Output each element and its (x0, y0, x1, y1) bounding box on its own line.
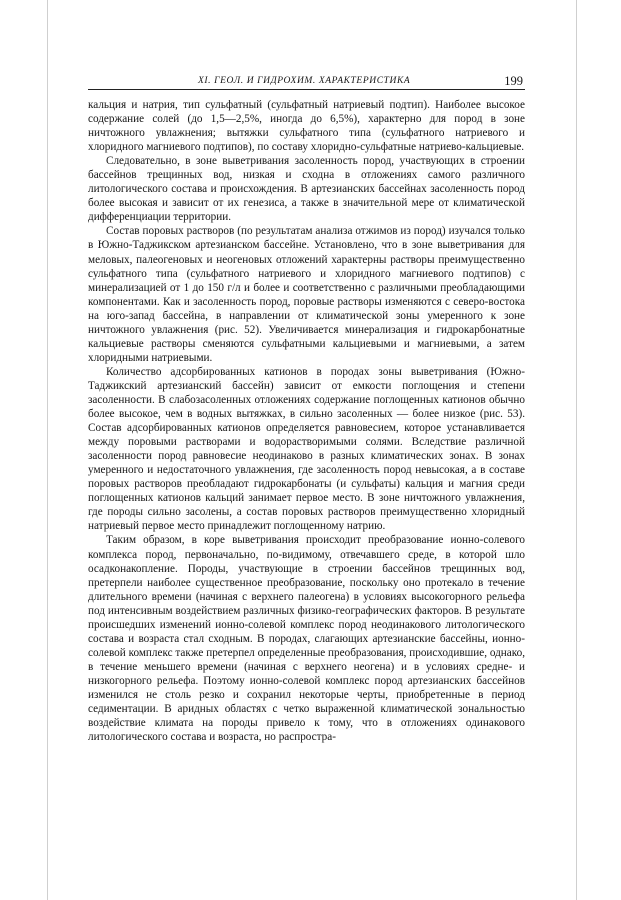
header-rule (88, 89, 525, 90)
scan-fold-line-left (47, 0, 48, 900)
paragraph-continued: кальция и натрия, тип сульфатный (сульфатный натриевый подтип). Наиболее высокое содержание солей (до 1,5—2,5%, иногда до 6,5%), характерно для пород в зоне ничтожного увлажнения; вытяжки сульфатного типа (сульфатного натриевого и хлоридного магниевого подтипов), по составу хлоридно-сульфатные натриево-кальциевые. (88, 99, 525, 154)
scan-fold-line-right (576, 0, 577, 900)
paragraph: Состав поровых растворов (по результатам анализа отжимов из пород) изучался только в Южно-Таджикском артезианском бассейне. Установлено, что в зоне выветривания для меловых, палеогеновых и неогеновых отложений характерны растворы преимущественно сульфатного типа (сульфатного натриевого и хлоридного магниевого подтипов) с минерализацией от 1 до 150 г/л и более и соответственно с различными преобладающими компонентами. Как и засоленность пород, поровые растворы изменяются с северо-востока на юго-запад бассейна, в направлении от климатической зоны умеренного к зоне ничтожного увлажнения (рис. 52). Увеличивается минерализация и гидрокарбонатные кальциевые растворы сменяются сульфатными кальциевыми и магниевыми, а затем хлоридными натриевыми. (88, 225, 525, 364)
paragraph: Таким образом, в коре выветривания происходит преобразование ионно-солевого комплекса пород, первоначально, по-видимому, отвечавшего среде, в которой шло осадконакопление. Породы, участвующие в строении бассейнов трещинных вод, претерпели наиболее существенное преобразование, поскольку оно протекало в течение длительного времени (начиная с верхнего палеогена) в условиях высокогорного рельефа под интенсивным воздействием различных физико-географических факторов. В результате происшедших изменений ионно-солевой комплекс пород неодинакового литологического состава и возраста стал сходным. В породах, слагающих артезианские бассейны, ионно-солевой комплекс также претерпел определенные преобразования, происходившие, однако, в течение меньшего времени (начиная с верхнего неогена) и в условиях средне- и низкогорного рельефа. Поэтому ионно-солевой комплекс пород артезианских бассейнов изменился не столь резко и сохранил некоторые черты, приобретенные в период седиментации. В аридных областях с четко выраженной климатической зональностью воздействие климата на породы привело к тому, что в отложениях одинакового литологического состава и возраста, но распростра- (88, 534, 525, 744)
paragraph: Следовательно, в зоне выветривания засоленность пород, участвующих в строении бассейнов трещинных вод, низкая и сходна в отложениях самого различного литологического состава и происхождения. В артезианских бассейнах засоленность пород более высокая и зависит от их генезиса, а также в значительной мере от климатической дифференциации территории. (88, 155, 525, 224)
page-number: 199 (504, 74, 523, 88)
running-title: XI. ГЕОЛ. И ГИДРОХИМ. ХАРАКТЕРИСТИКА (198, 76, 411, 86)
paragraph: Количество адсорбированных катионов в породах зоны выветривания (Южно-Таджикский артезианский бассейн) зависит от емкости поглощения и степени засоленности. В слабозасоленных отложениях содержание поглощенных катионов обычно более высокое, чем в водных вытяжках, в сильно засоленных — более низкое (рис. 53). Состав адсорбированных катионов определяется равновесием, которое устанавливается между поровыми растворами и водорастворимыми солями. Вследствие различной засоленности пород равновесие неодинаково в разных климатических зонах. В зонах умеренного и недостаточного увлажнения, где засоленность пород невысокая, а в составе поровых растворов преобладают гидрокарбонаты (и сульфаты) кальция и магния среди поглощенных катионов кальций занимает первое место. В зоне ничтожного увлажнения, где породы сильно засолены, а состав поровых растворов преимущественно хлоридный натриевый первое место принадлежит поглощенному натрию. (88, 365, 525, 533)
page-header (88, 74, 525, 90)
body-text (88, 98, 525, 744)
